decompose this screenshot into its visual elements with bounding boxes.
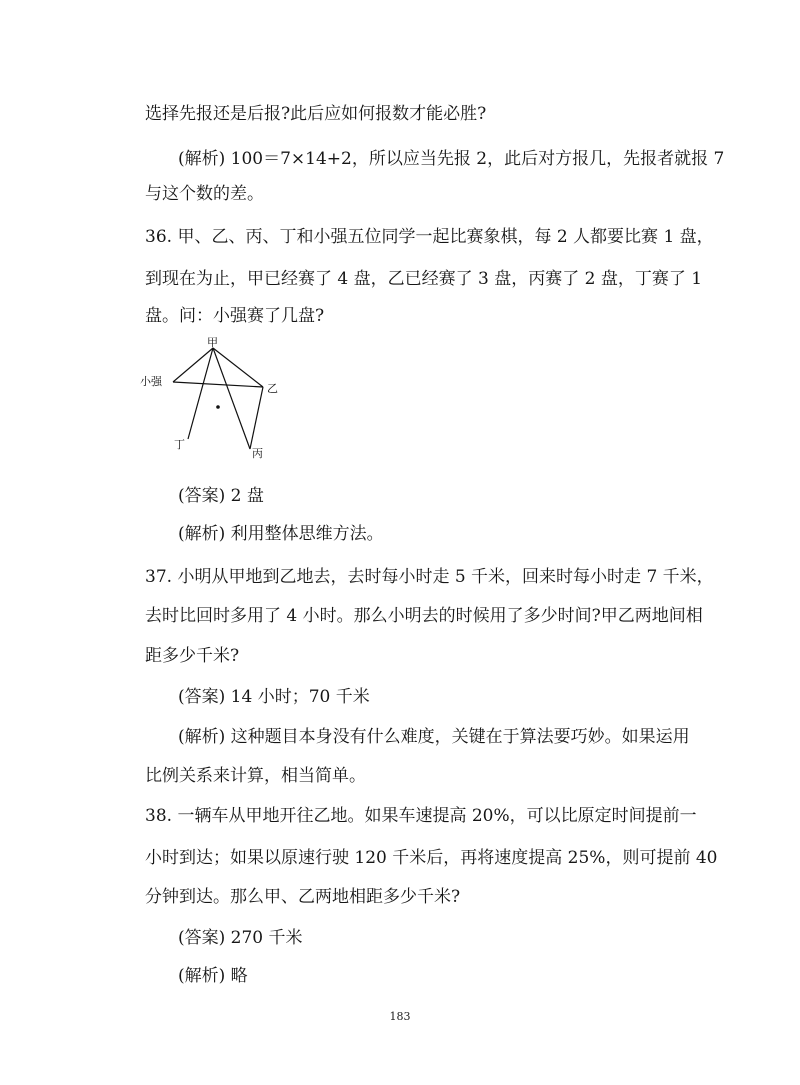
text-line: 37. 小明从甲地到乙地去，去时每小时走 5 千米，回来时每小时走 7 千米， (145, 567, 714, 587)
text-line: 去时比回时多用了 4 小时。那么小明去的时候用了多少时间?甲乙两地间相 (145, 606, 703, 626)
text-line: (解析) 这种题目本身没有什么难度，关键在于算法要巧妙。如果运用 (178, 727, 690, 747)
text-line: (解析) 100＝7×14+2，所以应当先报 2，此后对方报几，先报者就报 7 (178, 149, 725, 169)
text-line: (解析) 利用整体思维方法。 (178, 524, 384, 544)
label-yi: 乙 (267, 382, 278, 395)
text-line: 选择先报还是后报?此后应如何报数才能必胜? (145, 104, 487, 124)
text-line: 盘。问：小强赛了几盘? (145, 306, 325, 326)
text-line: (解析) 略 (178, 966, 248, 986)
match-diagram (140, 336, 300, 461)
text-line: 小时到达；如果以原速行驶 120 千米后，再将速度提高 25%，则可提前 40 (145, 848, 718, 868)
label-bing: 丙 (252, 447, 263, 460)
text-line: 距多少千米? (145, 646, 240, 666)
text-line: 分钟到达。那么甲、乙两地相距多少千米? (145, 887, 461, 907)
label-xiaoqiang: 小强 (140, 375, 162, 388)
text-line: 36. 甲、乙、丙、丁和小强五位同学一起比赛象棋，每 2 人都要比赛 1 盘， (145, 227, 714, 247)
text-line: (答案) 14 小时；70 千米 (178, 687, 370, 707)
text-line: 与这个数的差。 (145, 184, 264, 204)
text-line: (答案) 2 盘 (178, 486, 264, 506)
text-line: (答案) 270 千米 (178, 928, 303, 948)
label-jia: 甲 (207, 336, 218, 349)
text-line: 到现在为止，甲已经赛了 4 盘，乙已经赛了 3 盘，丙赛了 2 盘，丁赛了 1 (145, 269, 703, 289)
text-line: 比例关系来计算，相当简单。 (145, 766, 366, 786)
text-line: 38. 一辆车从甲地开往乙地。如果车速提高 20%，可以比原定时间提前一 (145, 806, 697, 826)
label-ding: 丁 (174, 438, 185, 451)
page-number: 183 (389, 1010, 411, 1023)
